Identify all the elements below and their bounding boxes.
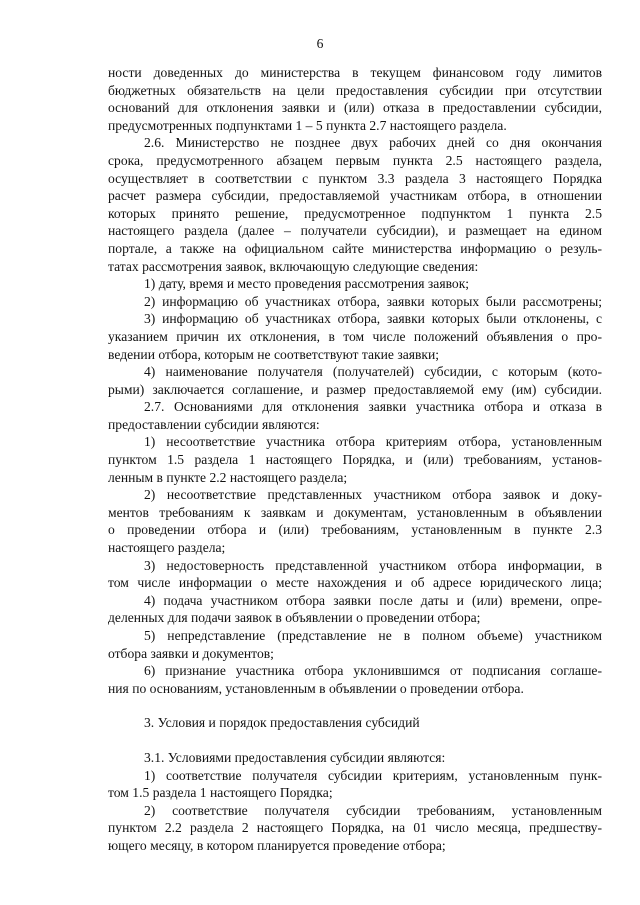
section-heading: 3. Условия и порядок предоставления субсидий [144,715,420,731]
text-line: ленным в пункте 2.2 настоящего раздела; [108,469,348,485]
text-line: 1) дату, время и место проведения рассмотрения заявок; [144,276,470,292]
text-line: ведении отбора, которым не соответствуют такие заявки; [108,346,440,362]
text-line: 3) информацию об участниках отбора, заявки которых были отклонены, с [144,311,602,327]
page-number: 6 [316,36,324,51]
text-line: 2) соответствие получателя субсидии требованиям, установленным [144,802,602,818]
text-line: настоящего раздела (далее – получатели субсидии), и размещает на едином [108,223,602,239]
text-line: 4) наименование получателя (получателей) субсидии, с которым (кото- [144,364,602,380]
text-line: том числе информации о месте нахождения и об адресе юридического лица; [108,575,602,591]
text-line: срока, предусмотренного абзацем первым пункта 2.5 настоящего раздела, [108,152,602,168]
text-line: 2) информацию об участниках отбора, заявки которых были рассмотрены; [144,293,602,309]
text-line: том 1.5 раздела 1 настоящего Порядка; [108,785,333,801]
text-line: рыми) заключается соглашение, и размер предоставляемой ему (им) субсидии. [108,381,602,397]
text-line: о проведении отбора и (или) требованиям, установленным в пункте 2.3 [108,522,602,538]
text-line: 2) несоответствие представленных участником отбора заявок и доку- [144,487,602,503]
text-line: 3.1. Условиями предоставления субсидии являются: [144,749,446,765]
text-line: указанием причин их отклонения, в том числе положений объявления о про- [108,328,602,344]
text-line: портале, а также на официальном сайте министерства информацию о резуль- [108,240,602,256]
text-line: предоставлении субсидии являются: [108,416,320,432]
text-line: ментов требованиям к заявкам и документам, установленным в объявлении [108,504,602,520]
text-line: предусмотренных подпунктами 1 – 5 пункта 2.7 настоящего раздела. [108,117,507,133]
text-line: бюджетных обязательств на цели предоставления субсидии при отсутствии [108,82,602,98]
text-line: 1) соответствие получателя субсидии критериям, установленным пунк- [144,767,602,783]
text-line: татах рассмотрения заявок, включающую следующие сведения: [108,258,479,274]
text-line: ности доведенных до министерства в текущем финансовом году лимитов [108,65,602,80]
text-line: 6) признание участника отбора уклонившимся от подписания соглаше- [144,663,602,679]
spacer [108,697,602,714]
text-line: осуществляет в соответствии с пунктом 3.3 раздела 3 настоящего Порядка [108,170,602,186]
text-line: 2.6. Министерство не позднее двух рабочих дней со дня окончания [144,135,602,151]
document-body [108,64,602,855]
text-line: ния по основаниям, установленным в объявлении о проведении отбора. [108,680,524,696]
text-line: 1) несоответствие участника отбора критериям отбора, установленным [144,434,602,450]
text-line: оснований для отклонения заявки и (или) отказа в предоставлении субсидии, [108,100,602,116]
text-line: которых принято решение, предусмотренное подпунктом 1 пункта 2.5 [108,205,602,221]
text-line: деленных для подачи заявок в объявлении о проведении отбора; [108,610,481,626]
text-line: настоящего раздела; [108,540,226,556]
text-line: 4) подача участником отбора заявки после даты и (или) времени, опре- [144,592,602,608]
spacer [108,732,602,749]
text-line: расчет размера субсидии, предоставляемой участникам отбора, в отношении [108,188,602,204]
text-line: 5) непредставление (представление не в полном объеме) участником [144,628,602,643]
text-line: пунктом 1.5 раздела 1 настоящего Порядка, и (или) требованиям, установ- [108,452,602,468]
text-line: отбора заявки и документов; [108,645,274,661]
text-line: пунктом 2.2 раздела 2 настоящего Порядка, на 01 число месяца, предшеству- [108,820,602,836]
text-line: 3) недостоверность представленной участником отбора информации, в [144,557,602,573]
text-line: 2.7. Основаниями для отклонения заявки участника отбора и отказа в [144,399,602,415]
text-line: ющего месяцу, в котором планируется проведение отбора; [108,837,446,853]
